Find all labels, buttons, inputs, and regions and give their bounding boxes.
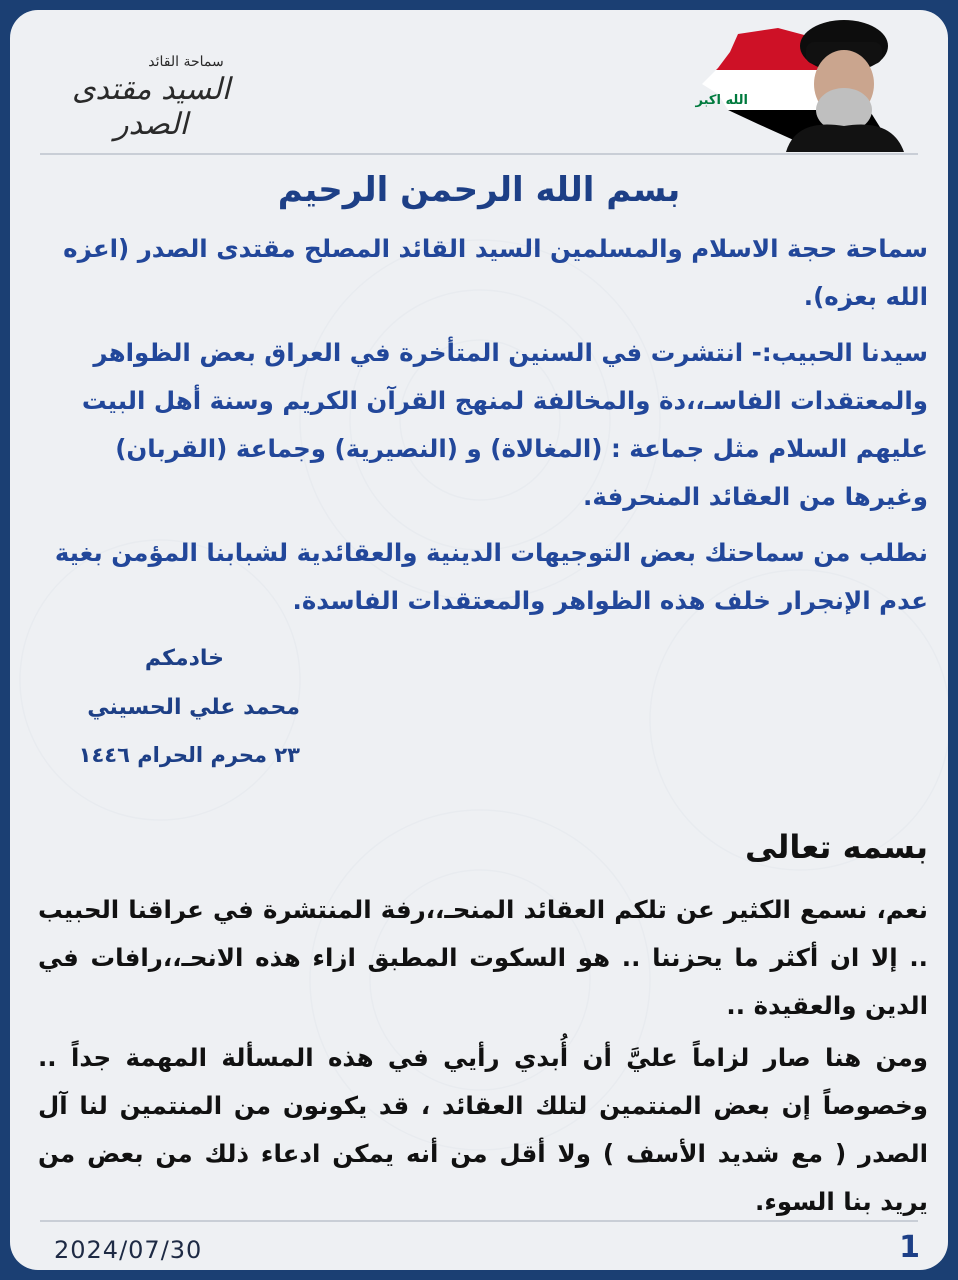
letter-paragraph: سماحة حجة الاسلام والمسلمين السيد القائد المصلح مقتدى الصدر (اعزه الله بعزه). <box>63 234 928 311</box>
document-card <box>10 10 948 1270</box>
footer-date: 2024/07/30 <box>54 1236 203 1264</box>
basmala-title: بسم الله الرحمن الرحيم <box>277 170 681 210</box>
sender-block <box>38 636 300 776</box>
header-divider <box>40 153 918 155</box>
reply-paragraph: ومن هنا صار لزاماً عليَّ أن أُبدي رأيي في هذه المسألة المهمة جداً .. وخصوصاً إن بعض المنتمين لتلك العقائد ، قد يكونون من المنتمين لنا آل الصدر ( مع شديد الأسف ) ولا أقل من أنه يمكن ادعاء ذلك من بعض من يريد بنا السوء. <box>38 1043 928 1216</box>
reply-body <box>38 886 928 1226</box>
logo-caption: سماحة القائد <box>148 54 224 70</box>
flag-text: الله اكبر <box>695 93 748 108</box>
iraq-flag-map-icon <box>678 14 918 152</box>
footer-divider <box>40 1220 918 1222</box>
logo-calligraphy: السيد مقتدى الصدر <box>71 72 231 142</box>
letter-paragraph: نطلب من سماحتك بعض التوجيهات الدينية والعقائدية لشبابنا المؤمن بغية عدم الإنجرار خلف هذه الظواهر والمعتقدات الفاسدة. <box>54 538 928 615</box>
page-number: 1 <box>899 1230 920 1265</box>
question-letter <box>38 225 928 625</box>
closing-phrase: خادمكم <box>144 646 224 671</box>
sender-name: محمد علي الحسيني <box>87 695 300 720</box>
reply-title: بسمه تعالى <box>744 828 928 866</box>
portrait-with-iraq-map <box>678 14 918 152</box>
header <box>10 10 948 154</box>
reply-paragraph: نعم، نسمع الكثير عن تلكم العقائد المنحـ،،رفة المنتشرة في عراقنا الحبيب .. إلا ان أكثر ما يحزننا .. هو السكوت المطبق ازاء هذه الانحـ،،رافات في الدين والعقيدة .. <box>38 895 928 1020</box>
letter-paragraph: سيدنا الحبيب:- انتشرت في السنين المتأخرة في العراق بعض الظواهر والمعتقدات الفاسـ،،دة والمخالفة لمنهج القرآن الكريم وسنة أهل البيت عليهم السلام مثل جماعة : (المغالاة) و (النصيرية) وجماعة (القربان) وغيرها من العقائد المنحرفة. <box>81 338 928 511</box>
sayed-signature-logo <box>46 54 256 150</box>
hijri-date: ٢٣ محرم الحرام ١٤٤٦ <box>78 743 300 767</box>
